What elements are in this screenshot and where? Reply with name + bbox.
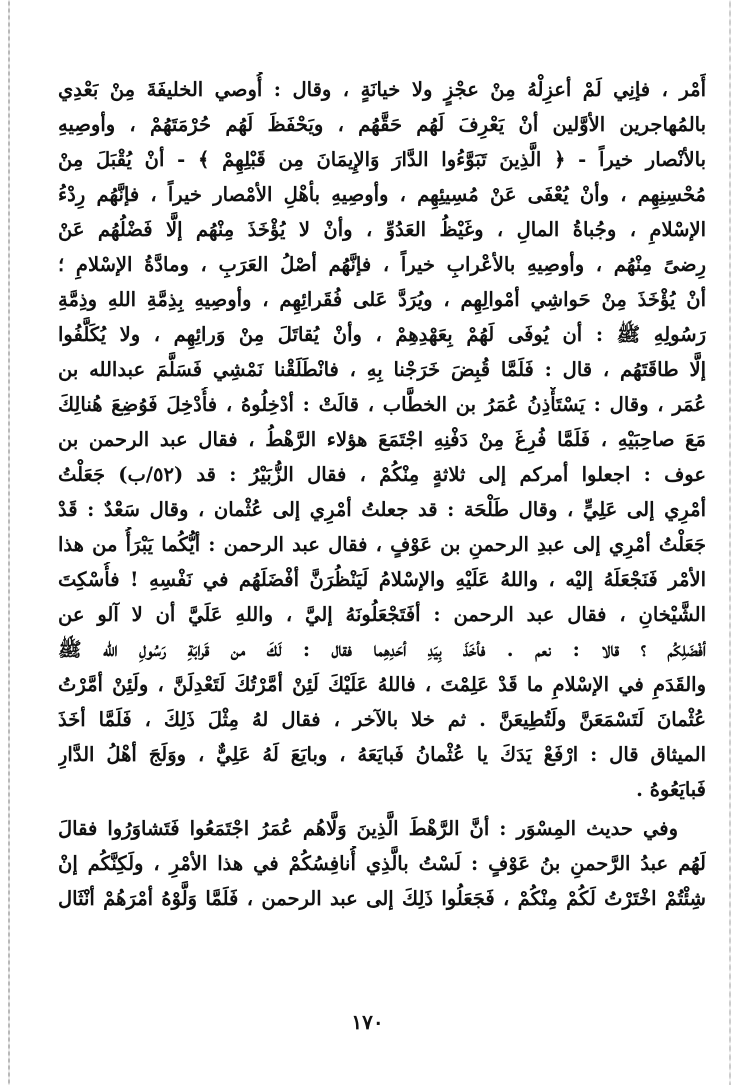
text-line: جَعَلْتُ أمْرِي إلى عبدِ الرحمنِ بن عَوْفٍ ، فقال عبد الرحمن : أيُّكُما يَبْرَأُ من هذا (58, 533, 706, 556)
text-line: وفي حديث المِسْوَر : أنَّ الرَّهْطَ الَّذِينَ وَلَّاهُم عُمَرُ اجْتَمَعُوا فَتَشاوَرُوا فقالَ (58, 817, 678, 840)
text-line: بالأنْصار خيراً - ﴿ الَّذِينَ تَبَوَّءُوا الدَّارَ وَالإِيمَانَ مِن قَبْلِهِمْ ﴾ - أنْ يُقْبَلَ مِنْ (58, 148, 706, 171)
text-line: أنْ يُؤْخَذَ مِنْ حَواشِي أمْوالِهِم ، ويُرَدَّ عَلى فُقَرائِهِم ، وأوصِيهِ بِذِمَّةِ اللهِ وذِمَّةِ (58, 288, 706, 311)
text-line: شِئْتُمْ اخْتَرْتُ لَكُمْ مِنْكُمْ ، فَجَعَلُوا ذَلِكَ إلى عبد الرحمن ، فَلَمَّا وَلَّوْهُ أمْرَهُمْ أنْثَال (58, 887, 706, 910)
text-line: أفْضَلِكُم ؟ قالا : نعم . فأخَذَ بِيَدِ أحَدِهِما فقال : لَكَ من قَرابَةِ رَسُولِ الله ﷺ (58, 638, 706, 661)
text-line: عوف : اجعلوا أمركم إلى ثلاثةٍ مِنْكُمْ ، فقال الزُّبَيْرُ : قد (٥٢/ب) جَعَلْتُ (58, 463, 706, 486)
text-line: أمْرِي إلى عَلِيٍّ ، وقال طَلْحَة : قد جعلتُ أمْرِي إلى عُثْمان ، وقال سَعْدٌ : قَدْ (58, 498, 706, 521)
text-line: مَعَ صاحِبَيْهِ ، فَلَمَّا فُرِغَ مِنْ دَفْنِهِ اجْتَمَعَ هؤلاء الرَّهْطُ ، فقال عبد الرحمن بن (58, 428, 706, 451)
text-line: عُمَر ، وقال : يَسْتَأْذِنُ عُمَرُ بن الخطَّاب ، قالَتْ : أدْخِلُوهُ ، فأُدْخِلَ فَوُضِعَ هُنالِكَ (58, 393, 706, 416)
scan-edge-left (8, 0, 10, 1085)
text-line: الإسْلامِ ، وجُباةُ المالِ ، وغَيْظُ العَدُوِّ ، وأنْ لا يُؤْخَذَ مِنْهُم إلَّا فَضْلُهُم عَنْ (58, 218, 706, 241)
text-line: رَسُولِهِ ﷺ : أن يُوفَى لَهُمْ بِعَهْدِهِمْ ، وأنْ يُقاتَلَ مِنْ وَرائِهِم ، ولا يُكَلَّفُوا (58, 323, 706, 346)
body-text (58, 72, 706, 916)
text-line: فَبايَعُوهُ . (636, 778, 706, 801)
text-line: مُحْسِنِهِم ، وأنْ يُعْفَى عَنْ مُسِيئِهِم ، وأوصِيهِ بأهْلِ الأمْصار خيراً ، فإنَّهُم رِدْءُ (58, 183, 706, 206)
text-line: بالمُهاجرين الأوَّلين أنْ يَعْرِفَ لَهُم حَقَّهُم ، ويَحْفَظَ لَهُم حُرْمَتَهُمْ ، وأوصِيهِ (58, 113, 706, 136)
text-line: الميثاق قال : ارْفَعْ يَدَكَ يا عُثْمانُ فَبايَعَهُ ، وبايَعَ لَهُ عَلِيٌّ ، ووَلَجَ أهْلُ الدَّارِ (58, 743, 706, 766)
text-line: الأمْر فَنَجْعَلَهُ إليْه ، واللهُ عَلَيْهِ والإسْلامُ لَيَنْظُرَنَّ أفْضَلَهُم في نَفْسِهِ ! فأُسْكِتَ (58, 568, 706, 591)
page-number: ١٧٠ (351, 1010, 384, 1034)
text-line: لَهُم عبدُ الرَّحمنِ بنُ عَوْفٍ : لَسْتُ بالَّذِي أُنافِسُكُمْ في هذا الأمْرِ ، ولَكِنَّكُم إنْ (58, 852, 706, 875)
text-line: عُثْمانَ لَتَسْمَعَنَّ ولَتُطِيعَنَّ . ثم خلا بالآخر ، فقال لهُ مِثْلَ ذَلِكَ ، فَلَمَّا أخَذَ (58, 708, 706, 731)
text-line: رِضىً مِنْهُم ، وأوصِيهِ بالأعْرابِ خيراً ، فإنَّهُم أصْلُ العَرَبِ ، ومادَّةُ الإسْلامِ ؛ (58, 253, 706, 276)
scan-edge-right (729, 0, 731, 1085)
text-line: أَمْر ، فإنِي لَمْ أعزِلْهُ مِنْ عجْزٍ ولا خيانَةٍ ، وقال : أُوصي الخليفَةَ مِنْ بَعْدِي (58, 78, 706, 101)
text-line: إلَّا طاقَتَهُم ، قال : فَلَمَّا قُبِضَ خَرَجْنا بِهِ ، فانْطَلَقْنا نَمْشِي فَسَلَّمَ عبدالله بن (58, 358, 706, 381)
text-line: الشَّيْخانِ ، فقال عبد الرحمن : أفَتَجْعَلُونَهُ إليَّ ، واللهِ عَلَيَّ أن لا آلو عن (58, 603, 706, 626)
text-line: والقَدَمِ في الإسْلامِ ما قَدْ عَلِمْتَ ، فاللهُ عَلَيْكَ لَئِنْ أمَّرْتُكَ لَتَعْدِلَنَّ ، ولَئِنْ أمَّرْتُ (58, 673, 706, 696)
